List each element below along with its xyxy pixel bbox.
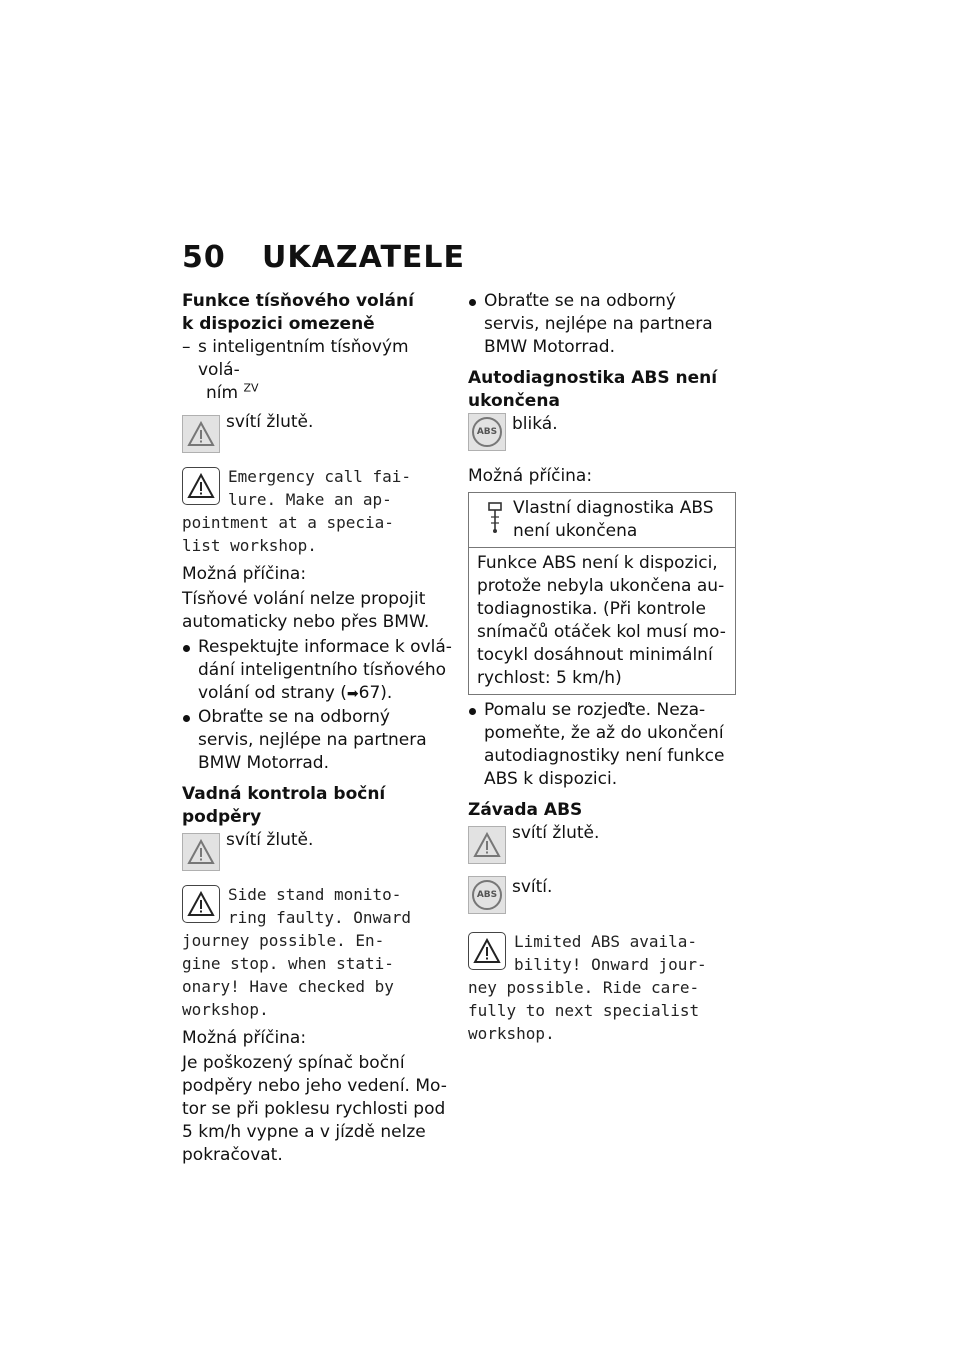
cause-table-head-line: není ukončena xyxy=(513,521,638,541)
lamp-status-text: svítí žlutě. xyxy=(512,823,600,843)
message-line: onary! Have checked by xyxy=(182,977,394,996)
message-line: gine stop. when stati- xyxy=(182,954,394,973)
variant-note-line: ním xyxy=(206,383,239,403)
abs-lamp-row xyxy=(468,413,740,461)
section-title-line: ukončena xyxy=(468,391,560,411)
action-line: BMW Motorrad. xyxy=(198,753,329,773)
message-line: journey possible. En- xyxy=(182,931,385,950)
action-line: servis, nejlépe na partnera xyxy=(484,314,713,334)
section-title-line: Funkce tísňového volání xyxy=(182,291,414,311)
cause-table-line: tocykl dosáhnout minimální xyxy=(477,645,713,665)
section-title-line: Autodiagnostika ABS není xyxy=(468,368,718,388)
page-title: UKAZATELE xyxy=(262,240,466,275)
action-item: Respektujte informace k ovlá- dání inteligentního tísňového volání od strany (➡67). xyxy=(182,636,454,706)
display-message-abs xyxy=(468,930,740,1045)
warning-triangle-icon xyxy=(182,833,220,871)
action-line: volání od strany xyxy=(198,683,335,703)
message-line: workshop. xyxy=(182,1000,269,1019)
cause-table-line: todiagnostika. (Při kontrole xyxy=(477,599,706,619)
warning-lamp-row xyxy=(468,822,740,870)
action-line: Obraťte se na odborný xyxy=(484,291,676,311)
left-column xyxy=(182,290,454,1169)
message-line: workshop. xyxy=(468,1024,555,1043)
section-title-emergency xyxy=(182,290,454,336)
warning-lamp-row xyxy=(182,411,454,459)
action-line: Respektujte informace k ovlá- xyxy=(198,637,452,657)
warning-triangle-icon xyxy=(468,932,506,970)
cause-label: Možná příčina: xyxy=(182,1028,307,1048)
cause-table-head-line: Vlastní diagnostika ABS xyxy=(513,498,714,518)
cause-line: tor se při poklesu rychlosti pod xyxy=(182,1099,446,1119)
action-line: servis, nejlépe na partnera xyxy=(198,730,427,750)
right-column xyxy=(468,290,740,1051)
warning-triangle-icon xyxy=(182,467,220,505)
warning-triangle-icon xyxy=(182,885,220,923)
variant-note-line: – s inteligentním tísňovým volá- xyxy=(198,337,409,380)
wrench-icon xyxy=(477,497,513,543)
cause-label: Možná příčina: xyxy=(182,564,307,584)
action-line: Obraťte se na odborný xyxy=(198,707,390,727)
cause-line: Je poškozený spínač boční xyxy=(182,1053,405,1073)
lamp-status-text: svítí. xyxy=(512,877,553,897)
action-item xyxy=(468,290,740,359)
action-item xyxy=(182,706,454,775)
action-line: BMW Motorrad. xyxy=(484,337,615,357)
cause-table-line: protože nebyla ukončena au- xyxy=(477,576,725,596)
section-title-side-stand: Vadná kontrola boční podpěry xyxy=(182,784,386,827)
abs-icon xyxy=(468,876,506,914)
cause-label: Možná příčina: xyxy=(468,466,593,486)
section-title-abs-selfdiag xyxy=(468,367,740,413)
page-reference-arrow-icon[interactable]: ➡ xyxy=(346,686,359,702)
cause-text xyxy=(182,1052,454,1167)
cause-line: podpěry nebo jeho vedení. Mo- xyxy=(182,1076,447,1096)
lamp-status-text: svítí žlutě. xyxy=(226,830,314,850)
warning-lamp-row xyxy=(182,829,454,877)
action-line: ABS k dispozici. xyxy=(484,769,618,789)
lamp-status-text: bliká. xyxy=(512,414,558,434)
display-message-emergency xyxy=(182,465,454,557)
action-line: pomeňte, že až do ukončení xyxy=(484,723,724,743)
cause-line: pokračovat. xyxy=(182,1145,283,1165)
cause-line: automaticky nebo přes BMW. xyxy=(182,612,430,632)
action-line: dání inteligentního tísňového xyxy=(198,660,447,680)
cause-table xyxy=(468,492,736,695)
cause-table-line: Funkce ABS není k dispozici, xyxy=(477,553,718,573)
message-line: pointment at a specia- xyxy=(182,513,394,532)
cause-table-line: snímačů otáček kol musí mo- xyxy=(477,622,726,642)
message-line: ring faulty. Onward xyxy=(228,908,412,927)
message-line: ney possible. Ride care- xyxy=(468,978,700,997)
lamp-status-text: svítí žlutě. xyxy=(226,412,314,432)
variant-note xyxy=(182,336,454,405)
abs-lamp-row xyxy=(468,876,740,924)
action-line: autodiagnostiky není funkce xyxy=(484,746,725,766)
warning-triangle-icon xyxy=(182,415,220,453)
cause-text xyxy=(182,588,454,634)
message-line: lure. Make an ap- xyxy=(228,490,392,509)
abs-icon-label: ABS xyxy=(472,417,502,447)
section-title-line: k dispozici omezeně xyxy=(182,314,375,334)
abs-icon-label: ABS xyxy=(472,880,502,910)
cause-line: Tísňové volání nelze propojit xyxy=(182,589,426,609)
message-line: Side stand monito- xyxy=(228,885,402,904)
warning-triangle-icon xyxy=(468,826,506,864)
section-title-abs-fault: Závada ABS xyxy=(468,800,583,820)
display-message-side-stand xyxy=(182,883,454,1021)
message-line: bility! Onward jour- xyxy=(514,955,707,974)
variant-superscript: ZV xyxy=(243,381,259,395)
cause-table-head xyxy=(469,493,736,548)
page-number: 50 xyxy=(182,240,226,275)
cause-line: 5 km/h vypne a v jízdě nelze xyxy=(182,1122,426,1142)
action-line: Pomalu se rozjeďte. Neza- xyxy=(484,700,706,720)
page-reference-link[interactable]: 67). xyxy=(358,683,393,703)
action-item xyxy=(468,699,740,791)
message-line: Emergency call fai- xyxy=(228,467,412,486)
cause-table-line: rychlost: 5 km/h) xyxy=(477,668,622,688)
message-line: fully to next specialist xyxy=(468,1001,700,1020)
abs-icon xyxy=(468,413,506,451)
message-line: Limited ABS availa- xyxy=(514,932,698,951)
cause-table-body xyxy=(469,548,736,695)
message-line: list workshop. xyxy=(182,536,317,555)
